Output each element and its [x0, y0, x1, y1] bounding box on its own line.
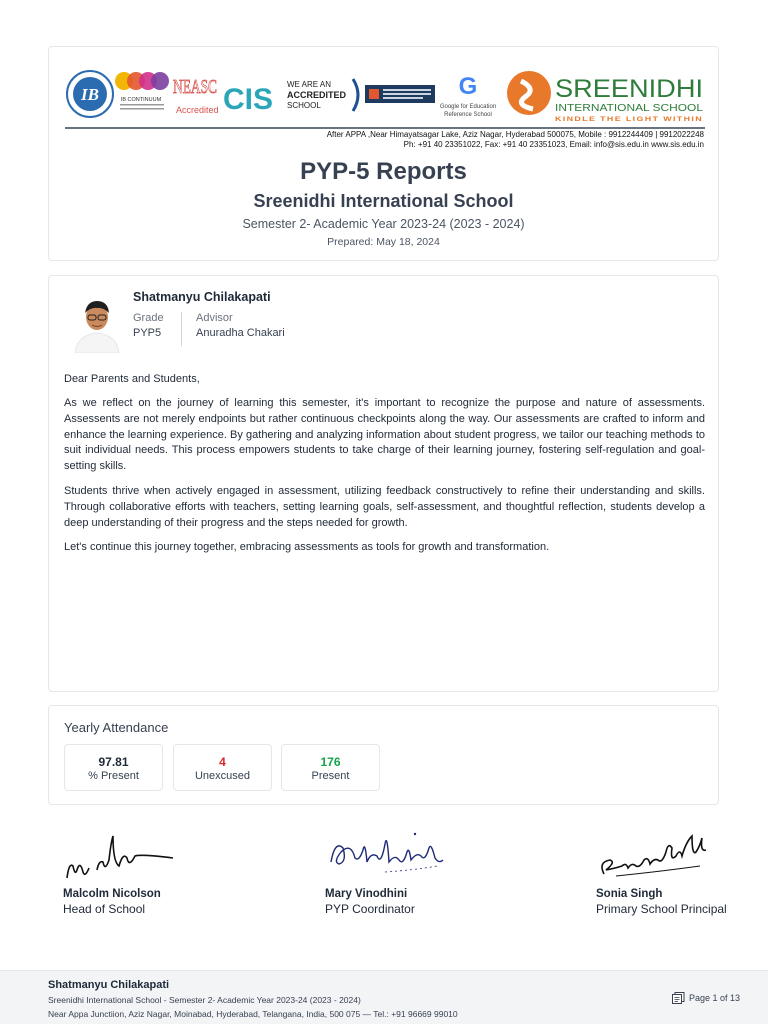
ib-continuum-logo: [115, 72, 169, 110]
sreenidhi-logo: [507, 71, 703, 123]
advisor-field: [181, 312, 285, 346]
signatory-name: Sonia Singh: [596, 888, 663, 900]
letter-paragraph: Students thrive when actively engaged in assessment, utilizing feedback constructively to refine their understanding and skills. Through collaborative efforts with teachers, setting learning goals, self-assessment, and thoughtful reflection, students develop a deep understanding of their progress and the steps needed for growth.: [64, 485, 705, 529]
page-footer: [0, 970, 768, 1024]
signatory-name: Malcolm Nicolson: [63, 888, 161, 900]
attendance-title: Yearly Attendance: [64, 720, 169, 735]
page-number: Page 1 of 13: [688, 993, 740, 1003]
stat-label: Unexcused: [194, 770, 251, 782]
svg-text:ACCREDITED: ACCREDITED: [287, 90, 347, 100]
grade-label: Grade: [133, 312, 164, 324]
school-contact-line: Ph: +91 40 23351022, Fax: +91 40 23351023, Email: info@sis.edu.in www.sis.edu.in: [403, 140, 704, 149]
report-header-card: [48, 46, 719, 261]
signature-block-head-of-school: [63, 822, 243, 917]
stat-unexcused: [173, 744, 272, 791]
stat-label: Present: [311, 770, 350, 782]
svg-text:IB CONTINUUM: IB CONTINUUM: [120, 97, 162, 103]
report-title: PYP-5 Reports: [300, 158, 467, 185]
school-address-line: After APPA ,Near Himayatsagar Lake, Aziz Nagar, Hyderabad 500075, Mobile : 9912244409 | 9912022248: [326, 130, 704, 139]
stat-present-days: [281, 744, 380, 791]
school-name: Sreenidhi International School: [253, 191, 514, 211]
stat-value: 4: [219, 755, 226, 769]
prepared-date: Prepared: May 18, 2024: [327, 236, 440, 248]
student-name: Shatmanyu Chilakapati: [133, 290, 271, 304]
svg-text:Accredited: Accredited: [176, 105, 219, 115]
signatory-role: PYP Coordinator: [325, 902, 415, 916]
pages-icon: [672, 992, 685, 1004]
stat-label: % Present: [88, 770, 139, 782]
neasc-logo: [173, 76, 219, 115]
footer-student-name: Shatmanyu Chilakapati: [48, 979, 170, 991]
cis-logo: [223, 79, 358, 116]
advisor-value: Anuradha Chakari: [196, 327, 285, 339]
footer-address-line: Near Appa Junctiion, Aziz Nagar, Moinabad, Hyderabad, Telangana, India, 500 075 — Tel.: +91 96669 99010: [48, 1009, 458, 1019]
svg-text:CIS: CIS: [223, 83, 274, 116]
stat-percent-present: [64, 744, 163, 791]
svg-text:Reference School: Reference School: [444, 112, 492, 118]
advisor-label: Advisor: [196, 312, 233, 324]
letter-paragraph: Let's continue this journey together, embracing assessments as tools for growth and transformation.: [64, 541, 550, 553]
svg-text:INTERNATIONAL SCHOOL: INTERNATIONAL SCHOOL: [555, 102, 704, 114]
svg-text:IB: IB: [81, 85, 99, 104]
svg-text:SCHOOL: SCHOOL: [287, 101, 321, 110]
page-indicator: [672, 992, 740, 1004]
svg-text:SREENIDHI: SREENIDHI: [555, 75, 703, 103]
header-divider: [65, 127, 705, 129]
signature-block-principal: [596, 822, 768, 917]
handwritten-signature: [596, 822, 716, 884]
footer-school-line: Sreenidhi International School - Semester 2- Academic Year 2023-24 (2023 - 2024): [48, 995, 361, 1005]
semester-line: Semester 2- Academic Year 2023-24 (2023 - 2024): [242, 217, 525, 231]
letter-paragraph: As we reflect on the journey of learning this semester, it's important to recognize the purpose and nature of assessments. Assessents are not merely endpoints but rather continuous checkpoints along the way. Our assessments are crafted to inform and enhance the learning experience. By gathering and analyzing information about student progress, we tailor our teaching methods to suit individual needs. This process empowers students to take charge of their learning journey, fostering self-regulation and goal-setting skills.: [64, 397, 705, 473]
signature-block-pyp-coordinator: [325, 822, 505, 917]
google-for-education-logo: [440, 73, 496, 118]
svg-text:KINDLE THE LIGHT WITHIN: KINDLE THE LIGHT WITHIN: [555, 116, 703, 123]
svg-text:NEASC: NEASC: [173, 76, 217, 98]
handwritten-signature: [325, 822, 455, 884]
svg-text:G: G: [458, 73, 478, 100]
stat-value: 176: [320, 755, 341, 769]
cis-community-badge: [365, 85, 435, 103]
svg-text:Google for Education: Google for Education: [439, 104, 497, 110]
handwritten-signature: [63, 822, 183, 884]
stat-value: 97.81: [98, 755, 129, 769]
ib-logo: [67, 71, 113, 117]
accreditation-logos: [63, 67, 705, 125]
grade-field: [133, 312, 164, 339]
attendance-card: [48, 705, 719, 805]
student-letter-card: [48, 275, 719, 692]
student-photo: [69, 293, 125, 353]
signatory-role: Primary School Principal: [596, 902, 727, 916]
signatory-role: Head of School: [63, 902, 146, 916]
grade-value: PYP5: [133, 327, 162, 339]
svg-text:WE ARE AN: WE ARE AN: [287, 80, 332, 89]
signatory-name: Mary Vinodhini: [325, 888, 408, 900]
letter-greeting: Dear Parents and Students,: [64, 373, 200, 385]
